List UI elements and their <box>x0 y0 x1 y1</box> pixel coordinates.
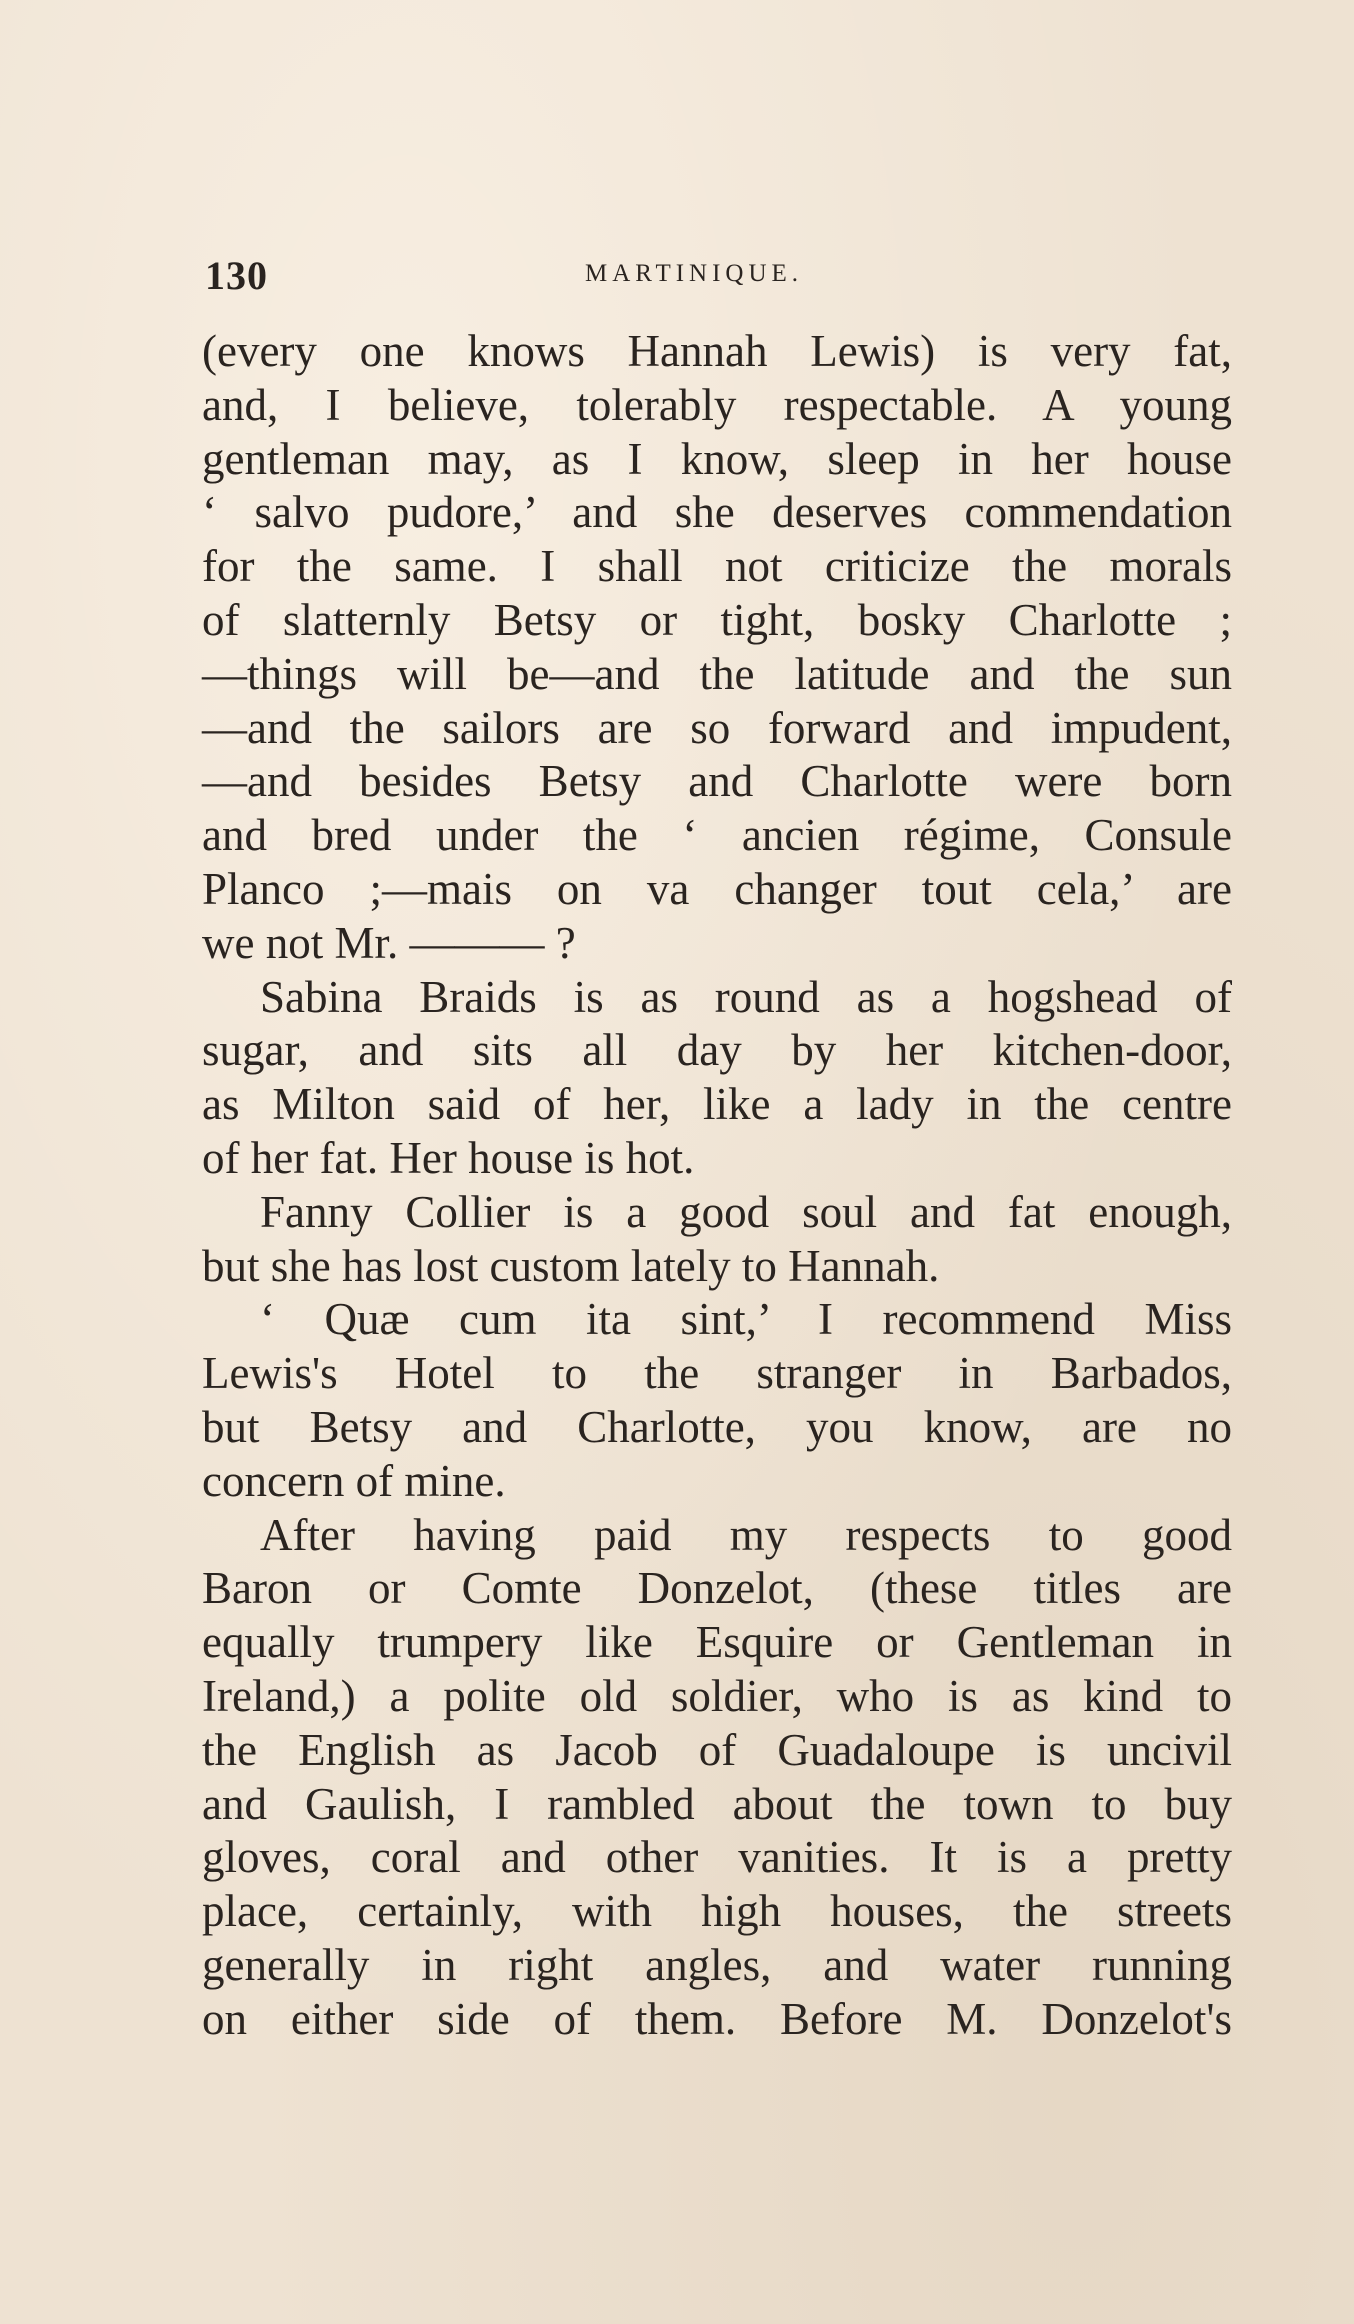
text-line: on either side of them. Before M. Donzelot's <box>202 1993 1232 2044</box>
text-line: After having paid my respects to good <box>260 1509 1232 1560</box>
text-line: equally trumpery like Esquire or Gentleman in <box>202 1617 1232 1668</box>
text-line: but Betsy and Charlotte, you know, are no <box>202 1401 1232 1452</box>
text-line: Ireland,) a polite old soldier, who is as kind to <box>202 1670 1232 1721</box>
chapter-title: MARTINIQUE. <box>585 260 804 287</box>
page-number: 130 <box>205 253 268 298</box>
text-line: we not Mr. ——— ? <box>202 917 576 968</box>
text-line: of slatternly Betsy or tight, bosky Charlotte ; <box>202 594 1232 645</box>
text-line: sugar, and sits all day by her kitchen-door, <box>202 1025 1232 1076</box>
text-line: generally in right angles, and water running <box>202 1939 1232 1990</box>
text-line: gloves, coral and other vanities. It is a pretty <box>202 1832 1232 1883</box>
text-line: concern of mine. <box>202 1455 506 1506</box>
text-line: and, I believe, tolerably respectable. A young <box>202 379 1232 430</box>
text-line: place, certainly, with high houses, the streets <box>202 1886 1232 1937</box>
text-line: Sabina Braids is as round as a hogshead of <box>260 971 1232 1022</box>
text-line: of her fat. Her house is hot. <box>202 1132 695 1183</box>
text-line: Baron or Comte Donzelot, (these titles are <box>202 1563 1232 1614</box>
text-line: Fanny Collier is a good soul and fat enough, <box>260 1186 1232 1237</box>
text-line: ‘ Quæ cum ita sint,’ I recommend Miss <box>260 1294 1232 1345</box>
text-body <box>202 325 1232 2047</box>
text-line: Lewis's Hotel to the stranger in Barbados, <box>202 1348 1232 1399</box>
text-line: gentleman may, as I know, sleep in her house <box>202 433 1232 484</box>
text-line: ‘ salvo pudore,’ and she deserves commendation <box>202 487 1232 538</box>
text-line: and bred under the ‘ ancien régime, Consule <box>202 810 1232 861</box>
running-head <box>205 252 1235 298</box>
text-line: —and the sailors are so forward and impudent, <box>202 702 1232 753</box>
text-line: as Milton said of her, like a lady in the centre <box>202 1079 1232 1130</box>
text-line: and Gaulish, I rambled about the town to buy <box>202 1778 1232 1829</box>
text-line: Planco ;—mais on va changer tout cela,’ are <box>202 863 1232 914</box>
text-line: (every one knows Hannah Lewis) is very fat, <box>202 326 1232 376</box>
text-line: —things will be—and the latitude and the sun <box>202 648 1232 699</box>
text-line: but she has lost custom lately to Hannah. <box>202 1240 940 1291</box>
text-line: the English as Jacob of Guadaloupe is uncivil <box>202 1724 1232 1775</box>
text-line: —and besides Betsy and Charlotte were born <box>202 756 1232 807</box>
text-line: for the same. I shall not criticize the morals <box>202 541 1232 592</box>
